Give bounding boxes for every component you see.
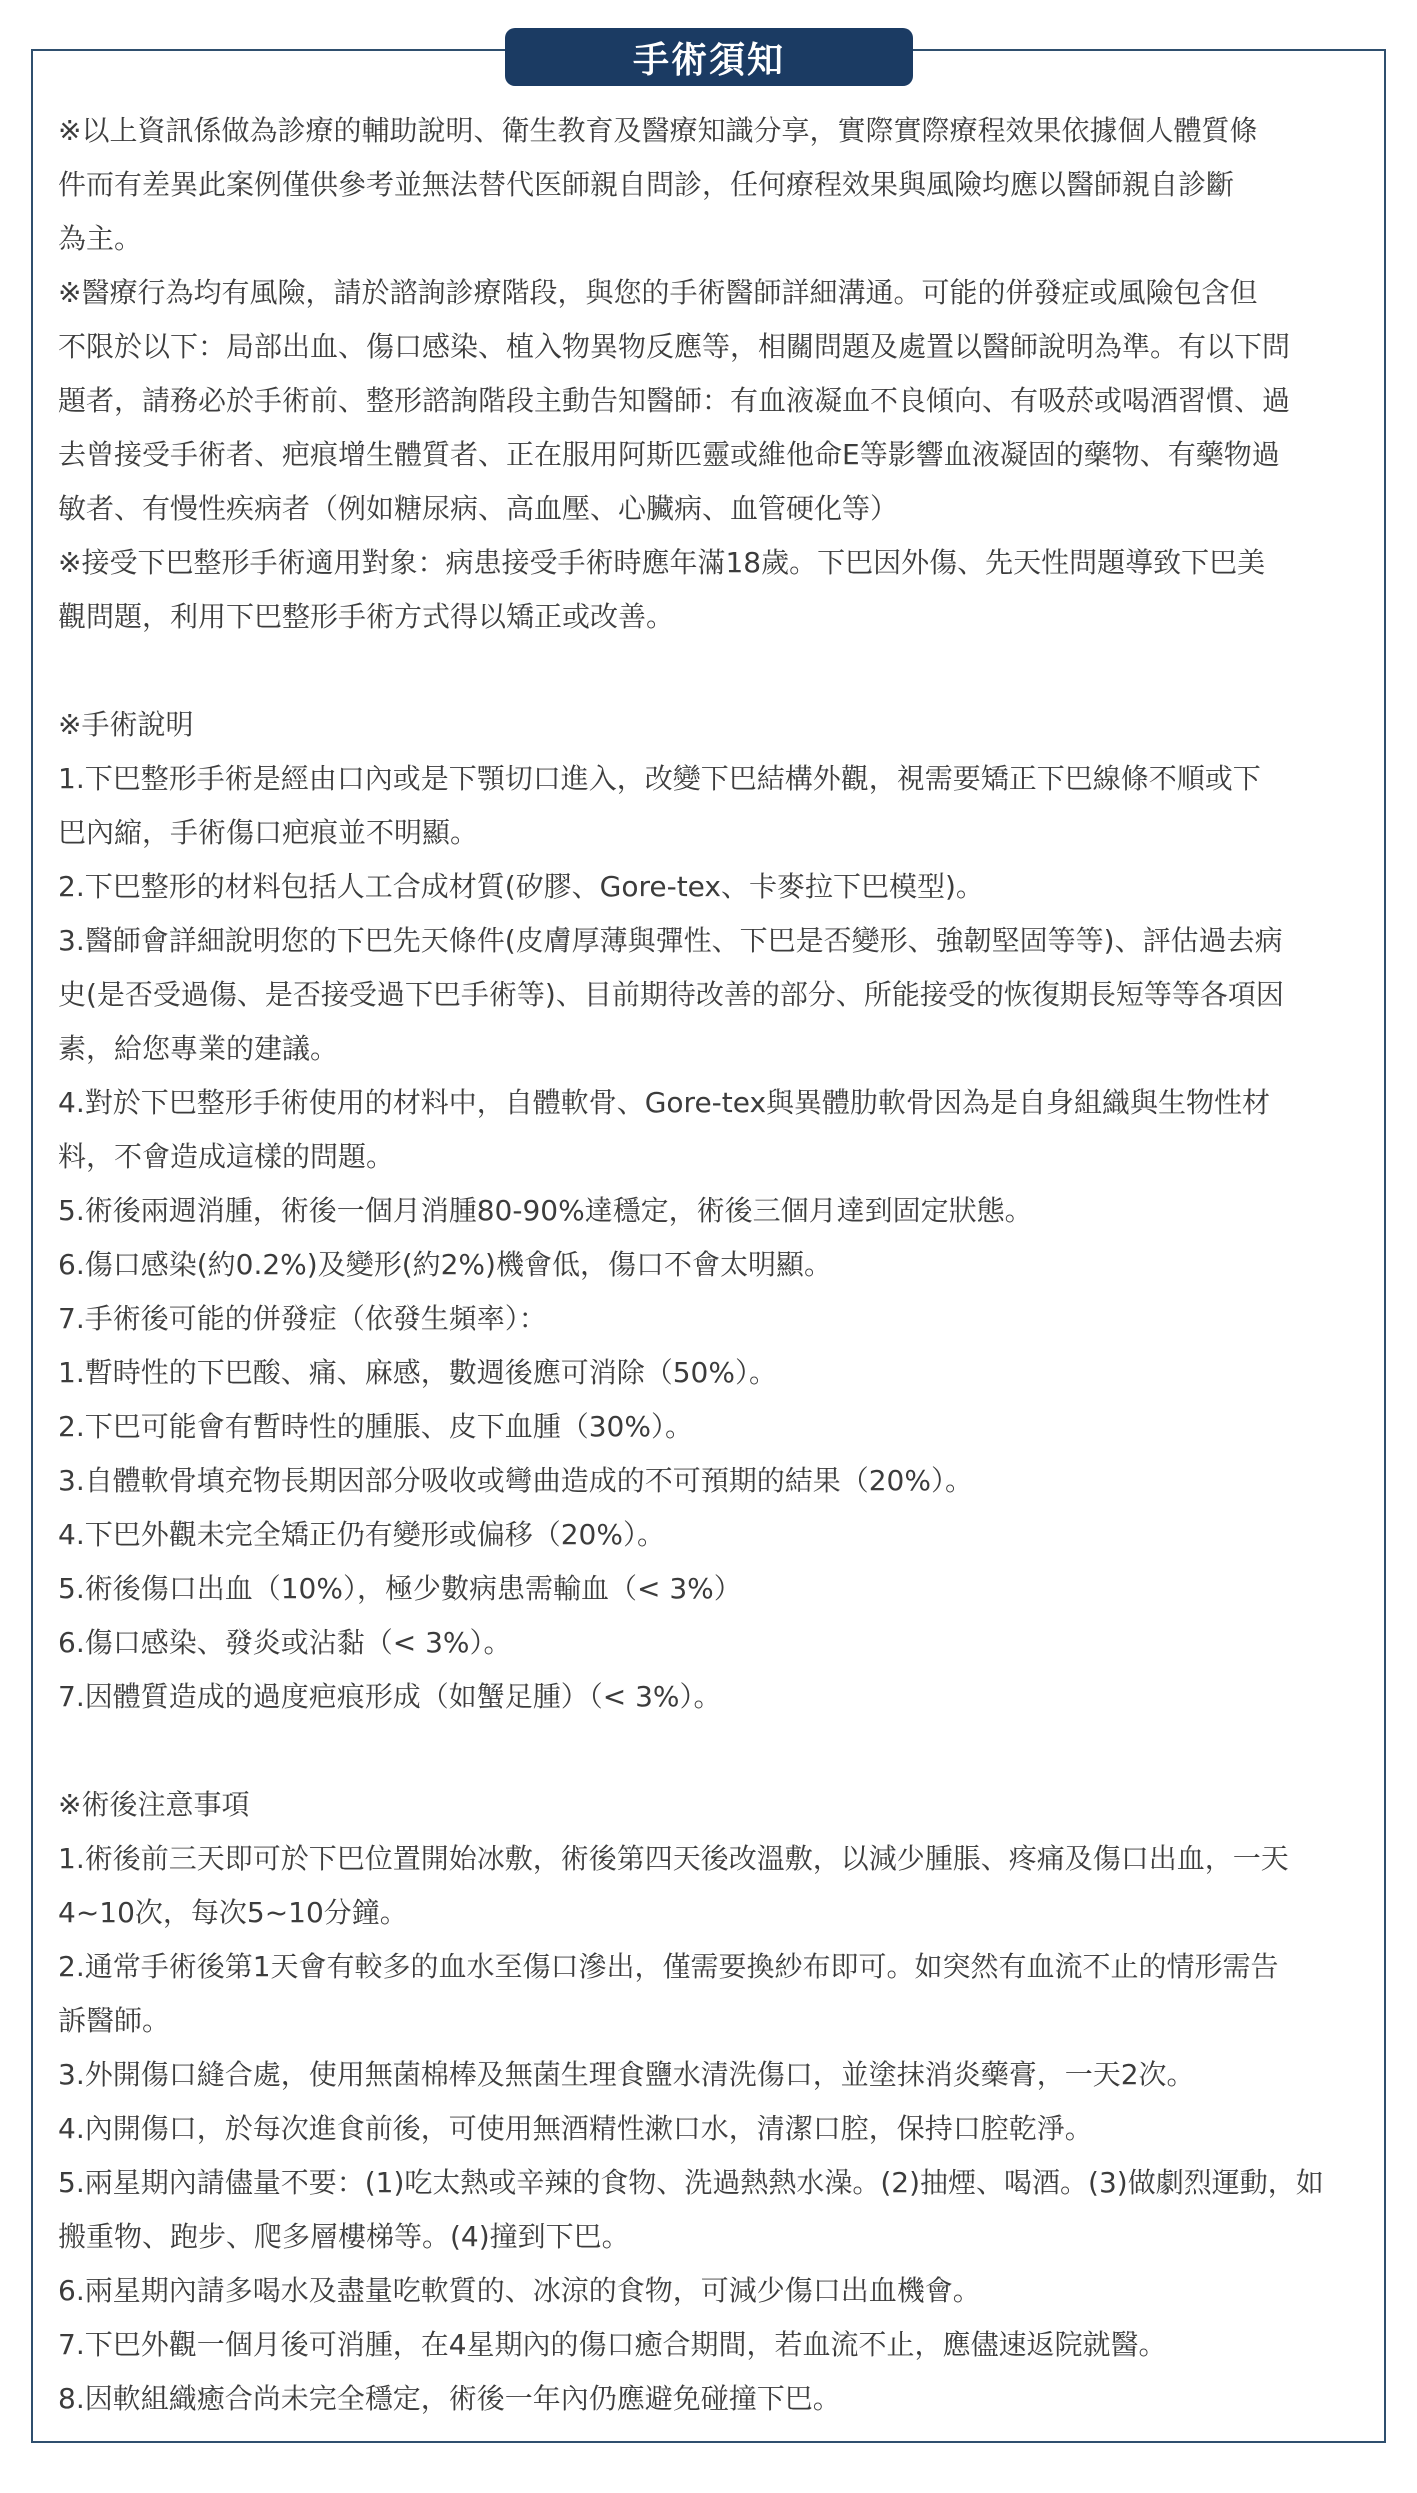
text-line: ※以上資訊係做為診療的輔助說明、衛生教育及醫療知識分享，實際實際療程效果依據個人體質條 [58, 114, 1258, 147]
text-line: 史(是否受過傷、是否接受過下巴手術等)、目前期待改善的部分、所能接受的恢復期長短等等各項因 [58, 978, 1284, 1011]
text-line: 1.暫時性的下巴酸、痛、麻感，數週後應可消除（50%）。 [58, 1356, 777, 1389]
text-line: 3.醫師會詳細說明您的下巴先天條件(皮膚厚薄與彈性、下巴是否變形、強韌堅固等等)、評估過去病 [58, 924, 1283, 957]
text-line: 5.兩星期內請儘量不要：(1)吃太熱或辛辣的食物、洗過熱熱水澡。(2)抽煙、喝酒。(3)做劇烈運動，如 [58, 2166, 1324, 2199]
text-line: 件而有差異此案例僅供參考並無法替代医師親自問診，任何療程效果與風險均應以醫師親自診斷 [58, 168, 1235, 201]
text-line: 敏者、有慢性疾病者（例如糖尿病、高血壓、心臟病、血管硬化等） [58, 492, 899, 525]
blank-line [58, 644, 1358, 698]
text-line: 為主。 [58, 222, 143, 255]
page-title: 手術須知 [505, 28, 913, 86]
text-line: 4.對於下巴整形手術使用的材料中，自體軟骨、Gore-tex與異體肋軟骨因為是自身組織與生物性材 [58, 1086, 1271, 1119]
text-line: 3.自體軟骨填充物長期因部分吸收或彎曲造成的不可預期的結果（20%）。 [58, 1464, 973, 1497]
text-line: 巴內縮，手術傷口疤痕並不明顯。 [58, 816, 479, 849]
text-line: 5.術後傷口出血（10%），極少數病患需輸血（< 3%） [58, 1572, 742, 1605]
text-line: 3.外開傷口縫合處，使用無菌棉棒及無菌生理食鹽水清洗傷口，並塗抹消炎藥膏，一天2次。 [58, 2058, 1195, 2091]
text-line: ※術後注意事項 [58, 1788, 250, 1821]
text-line: 6.傷口感染、發炎或沾黏（< 3%）。 [58, 1626, 512, 1659]
text-line: 7.下巴外觀一個月後可消腫，在4星期內的傷口癒合期間，若血流不止，應儘速返院就醫。 [58, 2328, 1167, 2361]
text-line: ※手術說明 [58, 708, 194, 741]
blank-line [58, 1724, 1358, 1778]
text-line: 4~10次，每次5~10分鐘。 [58, 1896, 408, 1929]
text-line: 去曾接受手術者、疤痕增生體質者、正在服用阿斯匹靈或維他命E等影響血液凝固的藥物、有藥物過 [58, 438, 1280, 471]
text-line: 5.術後兩週消腫，術後一個月消腫80-90%達穩定，術後三個月達到固定狀態。 [58, 1194, 1033, 1227]
text-line: 2.下巴可能會有暫時性的腫脹、皮下血腫（30%）。 [58, 1410, 693, 1443]
text-line: 1.下巴整形手術是經由口內或是下顎切口進入，改變下巴結構外觀，視需要矯正下巴線條不順或下 [58, 762, 1261, 795]
text-line: ※醫療行為均有風險，請於諮詢診療階段，與您的手術醫師詳細溝通。可能的併發症或風險包含但 [58, 276, 1258, 309]
text-line: 6.兩星期內請多喝水及盡量吃軟質的、冰涼的食物，可減少傷口出血機會。 [58, 2274, 981, 2307]
text-line: 搬重物、跑步、爬多層樓梯等。(4)撞到下巴。 [58, 2220, 630, 2253]
text-line: 1.術後前三天即可於下巴位置開始冰敷，術後第四天後改溫敷，以減少腫脹、疼痛及傷口出血，一天 [58, 1842, 1289, 1875]
text-line: 2.下巴整形的材料包括人工合成材質(矽膠、Gore-tex、卡麥拉下巴模型)。 [58, 870, 984, 903]
text-line: 6.傷口感染(約0.2%)及變形(約2%)機會低，傷口不會太明顯。 [58, 1248, 832, 1281]
text-line: ※接受下巴整形手術適用對象：病患接受手術時應年滿18歲。下巴因外傷、先天性問題導致下巴美 [58, 546, 1266, 579]
text-line: 8.因軟組織癒合尚未完全穩定，術後一年內仍應避免碰撞下巴。 [58, 2382, 841, 2415]
text-line: 素，給您專業的建議。 [58, 1032, 339, 1065]
text-line: 觀問題，利用下巴整形手術方式得以矯正或改善。 [58, 600, 675, 633]
text-line: 不限於以下：局部出血、傷口感染、植入物異物反應等，相關問題及處置以醫師說明為準。有以下問 [58, 330, 1291, 363]
text-line: 4.內開傷口，於每次進食前後，可使用無酒精性漱口水，清潔口腔，保持口腔乾淨。 [58, 2112, 1093, 2145]
text-line: 7.因體質造成的過度疤痕形成（如蟹足腫）（< 3%）。 [58, 1680, 722, 1713]
text-line: 7.手術後可能的併發症（依發生頻率）： [58, 1302, 547, 1335]
text-line: 料，不會造成這樣的問題。 [58, 1140, 395, 1173]
text-line: 2.通常手術後第1天會有較多的血水至傷口滲出，僅需要換紗布即可。如突然有血流不止的情形需告 [58, 1950, 1279, 1983]
text-line: 訴醫師。 [58, 2004, 171, 2037]
text-line: 4.下巴外觀未完全矯正仍有變形或偏移（20%）。 [58, 1518, 665, 1551]
notice-content [58, 104, 1358, 2426]
text-line: 題者，請務必於手術前、整形諮詢階段主動告知醫師：有血液凝血不良傾向、有吸菸或喝酒習慣、過 [58, 384, 1291, 417]
